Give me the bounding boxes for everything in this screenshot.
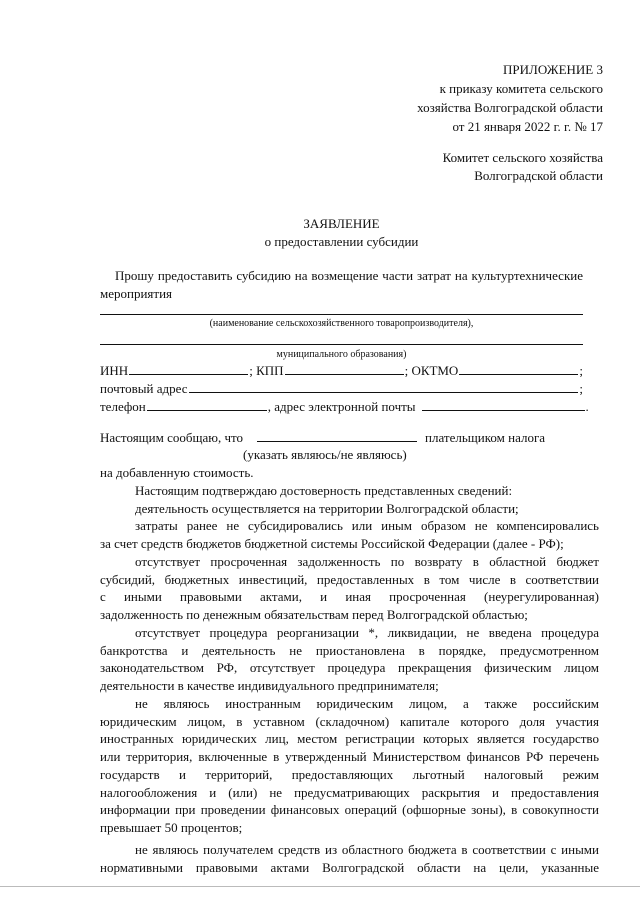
body-line-10: банкротства и деятельность не приостановлена в порядке, предусмотренном: [100, 643, 599, 658]
body-line-19: информации при проведении финансовых операций (офшорные зоны), в совокупности: [100, 802, 599, 817]
body-line-13: не являюсь иностранным юридическим лицом, а также российским: [135, 696, 599, 711]
document-subtitle: о предоставлении субсидии: [264, 234, 419, 249]
producer-name-caption: (наименование сельскохозяйственного товаропроизводителя),: [209, 318, 474, 329]
municipality-caption: муниципального образования): [276, 349, 407, 360]
address-row: [100, 381, 583, 396]
inn-label: ИНН: [100, 363, 129, 378]
body-line-15: иностранных юридических лиц, местом регистрации которых является государство: [100, 731, 599, 746]
address-end: ;: [579, 381, 583, 396]
appendix-title: ПРИЛОЖЕНИЕ 3: [503, 62, 603, 77]
contacts-row: [100, 399, 589, 414]
document-title: ЗАЯВЛЕНИЕ: [303, 216, 380, 231]
body-line-1: Настоящим подтверждаю достоверность представленных сведений:: [135, 483, 513, 498]
body-line-16: или территория, включенные в утвержденный Министерством финансов РФ перечень: [100, 749, 599, 764]
vat-end: на добавленную стоимость.: [100, 465, 254, 480]
address-label: почтовый адрес: [100, 381, 188, 396]
body-line-6: субсидий, бюджетных инвестиций, предоставленных в том числе в соответствии: [100, 572, 599, 587]
addressee-line-1: Комитет сельского хозяйства: [442, 150, 603, 165]
kpp-field[interactable]: [285, 363, 404, 375]
appendix-line-2: хозяйства Волгоградской области: [417, 100, 603, 115]
contacts-end: .: [585, 399, 589, 414]
body-line-20: превышает 50 процентов;: [100, 820, 243, 835]
email-field[interactable]: [422, 399, 585, 411]
body-line-3: затраты ранее не субсидировались или иным образом не компенсировались: [135, 518, 599, 533]
oktmo-field[interactable]: [459, 363, 578, 375]
producer-name-line: [100, 314, 583, 315]
addressee-line-2: Волгоградской области: [474, 168, 603, 183]
vat-prefix: Настоящим сообщаю, что: [100, 430, 244, 445]
vat-suffix: плательщиком налога: [425, 430, 546, 445]
tax-ids-end: ;: [579, 363, 583, 378]
municipality-line: [100, 344, 583, 345]
body-line-8: задолженность по денежным обязательствам перед Волгоградской областью;: [100, 607, 528, 622]
body-line-17: государств и территорий, предоставляющих льготный налоговый режим: [100, 767, 599, 782]
body-line-2: деятельность осуществляется на территории Волгоградской области;: [135, 501, 519, 516]
vat-status-field[interactable]: [257, 430, 417, 442]
vat-hint: (указать являюсь/не являюсь): [243, 447, 407, 462]
request-line-1: Прошу предоставить субсидию на возмещение части затрат на культуртехнические: [115, 268, 583, 283]
inn-field[interactable]: [129, 363, 248, 375]
body-line-11: законодательством РФ, отсутствует процедура прекращения физическим лицом: [100, 660, 599, 675]
body-line-14: юридическим лицом, в уставном (складочном) капитале которого доля участия: [100, 714, 599, 729]
body-line-5: отсутствует просроченная задолженность по возврату в областной бюджет: [135, 554, 599, 569]
body-line-12: деятельности в качестве индивидуального предпринимателя;: [100, 678, 439, 693]
vat-row: [100, 430, 583, 445]
request-line-2: мероприятия: [100, 286, 173, 301]
phone-label: телефон: [100, 399, 146, 414]
body-line-9: отсутствует процедура реорганизации *, ликвидации, не введена процедура: [135, 625, 599, 640]
body-line-7: с иными правовыми актами, и иная просроченная (неурегулированная): [100, 589, 599, 604]
oktmo-label: ; ОКТМО: [404, 363, 459, 378]
address-field[interactable]: [189, 381, 579, 393]
appendix-line-3: от 21 января 2022 г. г. № 17: [452, 119, 603, 134]
phone-field[interactable]: [147, 399, 267, 411]
body-line-4: за счет средств бюджетов бюджетной системы Российской Федерации (далее - РФ);: [100, 536, 564, 551]
tax-ids-row: [100, 363, 583, 378]
email-label: , адрес электронной почты: [267, 399, 416, 414]
kpp-label: ; КПП: [249, 363, 284, 378]
body-line-18: налогообложения и (или) не предусматривающих раскрытия и предоставления: [100, 785, 599, 800]
appendix-line-1: к приказу комитета сельского: [439, 81, 603, 96]
page-bottom-edge: [0, 886, 640, 887]
body-line-22: нормативными правовыми актами Волгоградской области на цели, указанные: [100, 860, 599, 875]
body-line-21: не являюсь получателем средств из областного бюджета в соответствии с иными: [135, 842, 599, 857]
